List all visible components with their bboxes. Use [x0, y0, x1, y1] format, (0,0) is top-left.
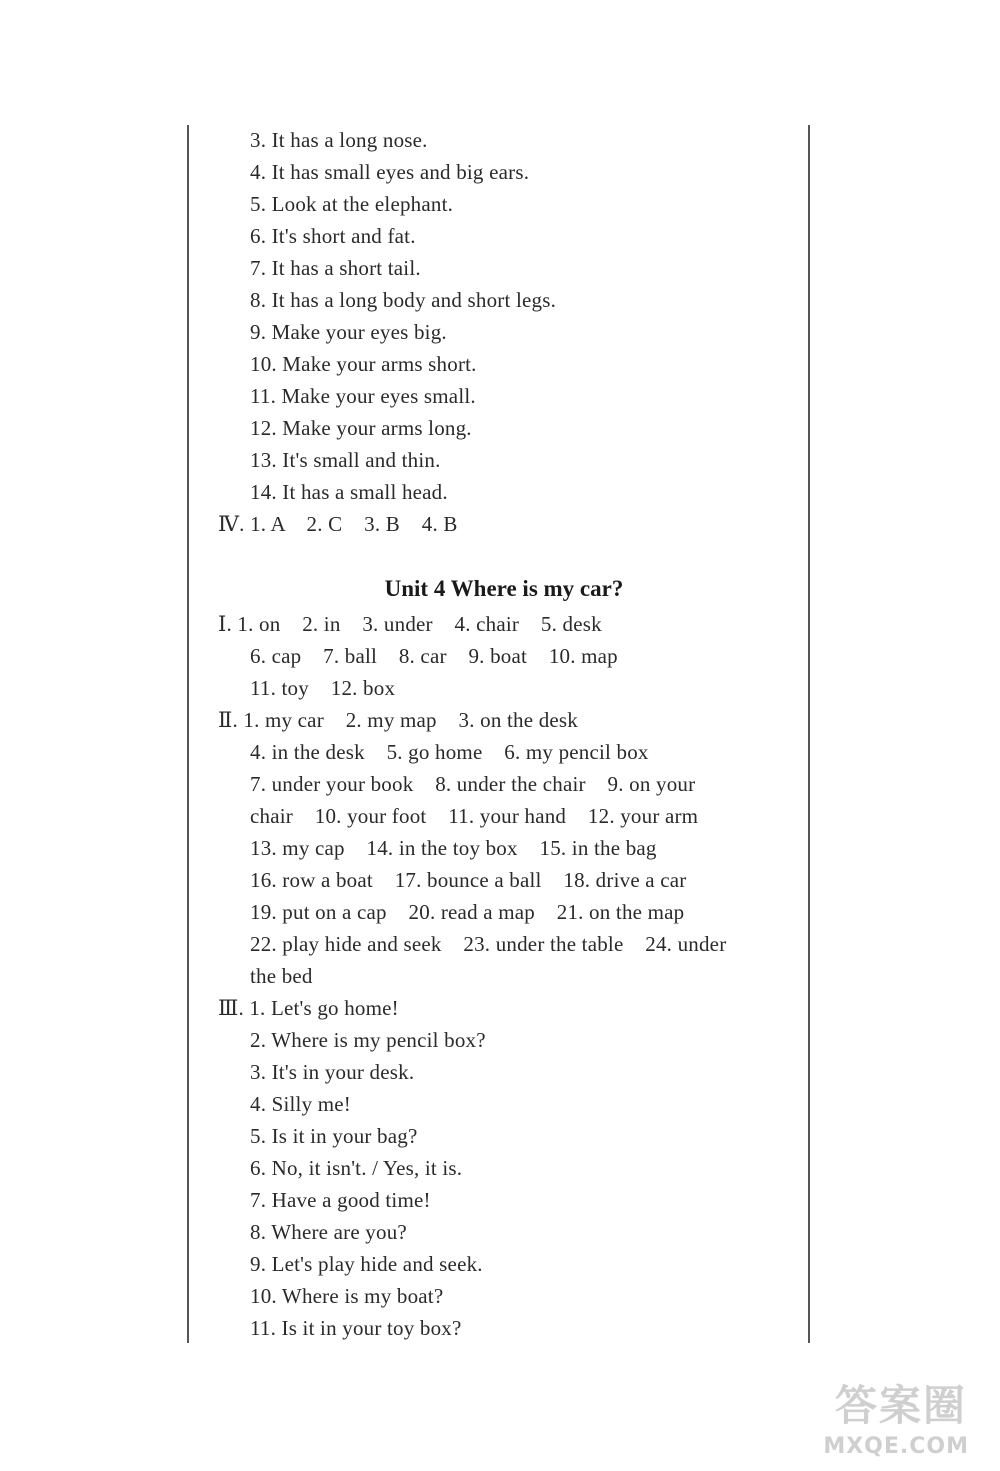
answer-line: 8. It has a long body and short legs.: [250, 288, 557, 312]
section2-line: 13. my cap 14. in the toy box 15. in the bag: [250, 836, 657, 860]
section2-line: 4. in the desk 5. go home 6. my pencil box: [250, 740, 649, 764]
section3-line: 8. Where are you?: [250, 1220, 407, 1244]
answer-line: 3. It has a long nose.: [250, 128, 428, 152]
section1-line: 11. toy 12. box: [250, 676, 396, 700]
section1-line: 6. cap 7. ball 8. car 9. boat 10. map: [250, 644, 618, 668]
part4-answers: Ⅳ. 1. A 2. C 3. B 4. B: [218, 512, 458, 536]
section2-line: 7. under your book 8. under the chair 9. on your: [250, 772, 696, 796]
watermark-logo: [805, 1373, 975, 1459]
watermark-url: MXQE.COM: [823, 1434, 969, 1459]
answer-line: 14. It has a small head.: [250, 480, 448, 504]
left-margin-rule: [187, 125, 189, 1343]
answer-line: 11. Make your eyes small.: [250, 384, 476, 408]
unit-title: Unit 4 Where is my car?: [384, 576, 624, 601]
section3-line: Ⅲ. 1. Let's go home!: [218, 996, 399, 1020]
answer-line: 13. It's small and thin.: [250, 448, 441, 472]
section2-line: the bed: [250, 964, 313, 988]
section2-line: 16. row a boat 17. bounce a ball 18. drive a car: [250, 868, 687, 892]
section3-line: 10. Where is my boat?: [250, 1284, 444, 1308]
section1-line: Ⅰ. 1. on 2. in 3. under 4. chair 5. desk: [218, 612, 602, 636]
section2-line: 22. play hide and seek 23. under the table 24. under: [250, 932, 727, 956]
answer-line: 9. Make your eyes big.: [250, 320, 447, 344]
section2-line: 19. put on a cap 20. read a map 21. on the map: [250, 900, 685, 924]
section3-line: 4. Silly me!: [250, 1092, 351, 1116]
section3-line: 5. Is it in your bag?: [250, 1124, 418, 1148]
watermark-top: 答案圈: [834, 1381, 967, 1430]
section3-line: 3. It's in your desk.: [250, 1060, 415, 1084]
answer-line: 10. Make your arms short.: [250, 352, 477, 376]
answer-line: 6. It's short and fat.: [250, 224, 416, 248]
answer-line: 4. It has small eyes and big ears.: [250, 160, 530, 184]
section2-line: chair 10. your foot 11. your hand 12. your arm: [250, 804, 699, 828]
answer-line: 7. It has a short tail.: [250, 256, 421, 280]
section3-line: 11. Is it in your toy box?: [250, 1316, 462, 1340]
section3-line: 7. Have a good time!: [250, 1188, 431, 1212]
section3-line: 6. No, it isn't. / Yes, it is.: [250, 1156, 463, 1180]
answer-line: 12. Make your arms long.: [250, 416, 472, 440]
section3-line: 9. Let's play hide and seek.: [250, 1252, 483, 1276]
section3-line: 2. Where is my pencil box?: [250, 1028, 486, 1052]
section2-line: Ⅱ. 1. my car 2. my map 3. on the desk: [218, 708, 578, 732]
right-margin-rule: [808, 125, 810, 1343]
answer-line: 5. Look at the elephant.: [250, 192, 454, 216]
